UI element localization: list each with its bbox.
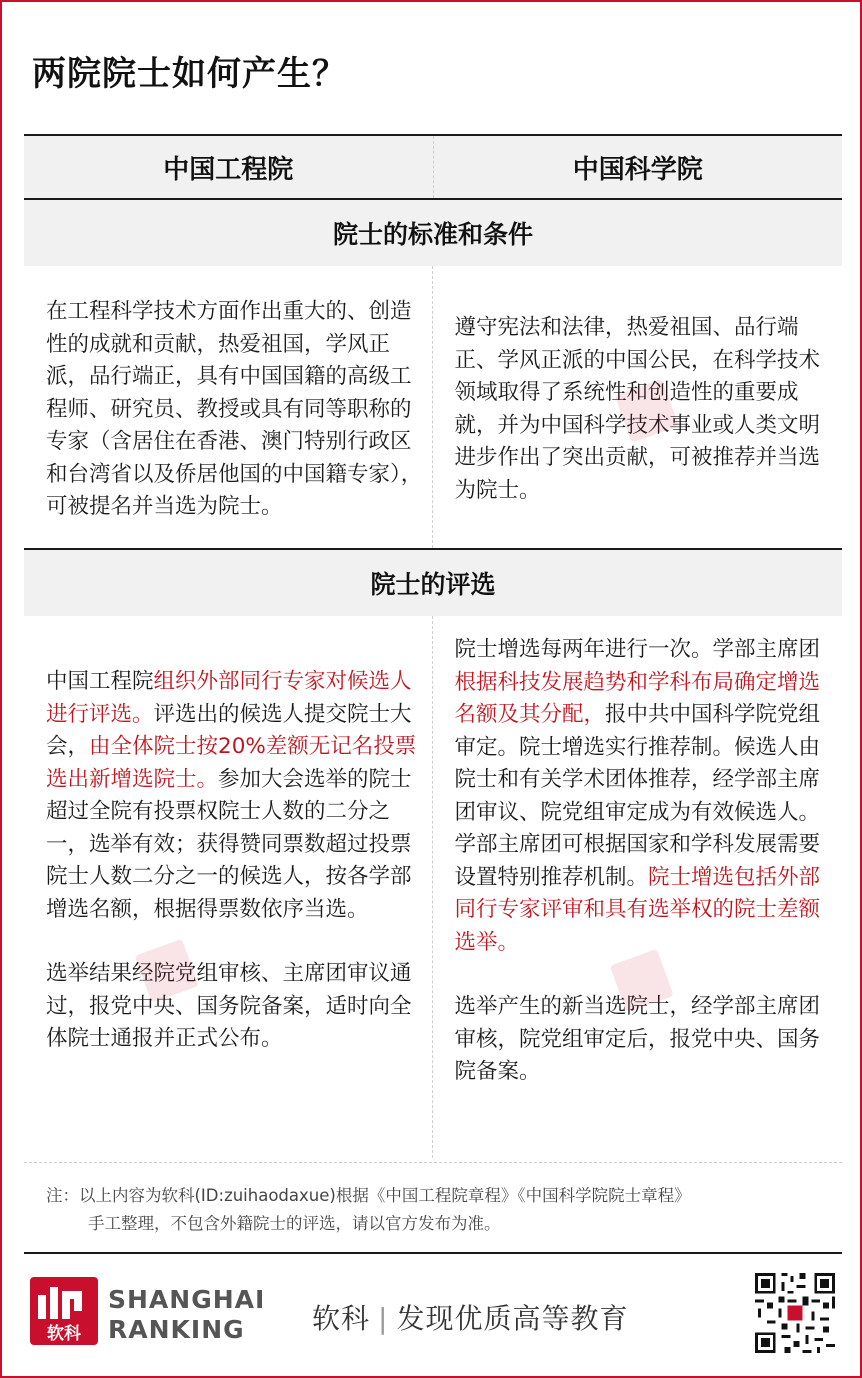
selection-cae-paragraph-2: 选举结果经院党组审核、主席团审议通过，报党中央、国务院备案，适时向全体院士通报并正式公布。 [46, 961, 412, 1051]
brand-wordmark [108, 1285, 265, 1345]
selection-cas-paragraph-2: 选举产生的新当选院士，经学部主席团审核，院党组审定后，报党中央、国务院备案。 [454, 994, 821, 1084]
comparison-table [24, 134, 842, 1158]
section-heading-selection: 院士的评选 [24, 550, 842, 616]
selection-cas-paragraph-1 [455, 634, 835, 959]
criteria-row [24, 266, 842, 548]
qr-code-icon[interactable] [752, 1270, 838, 1356]
slogan-separator: | [378, 1302, 389, 1335]
column-header-row [24, 136, 842, 200]
text-segment: 报中共中国科学院党组审定。院士增选实行推荐制。候选人由院士和有关学术团体推荐，经学部主席团审议、院党组审定成为有效候选人。学部主席团可根据国家和学科发展需要设置特别推荐机制。 [454, 702, 821, 890]
footnote [46, 1182, 691, 1238]
highlight-segment: 院士增选包括外部同行专家评审和具有选举权的院士差额选举。 [454, 864, 821, 955]
note-divider [24, 1162, 842, 1163]
section-heading-criteria: 院士的标准和条件 [24, 200, 842, 266]
text-segment: 评选出的候选人提交院士大会， [46, 701, 412, 759]
footer-slogan [312, 1297, 628, 1337]
selection-cae-text [24, 616, 433, 1158]
highlight-segment: 组织外部同行专家对候选人进行评选。 [46, 669, 412, 727]
page-title: 两院院士如何产生？ [32, 54, 347, 94]
footer-rule [24, 1252, 842, 1254]
brand-line-1: SHANGHAI [108, 1285, 266, 1314]
text-segment: 中国工程院 [46, 669, 154, 694]
highlight-segment: 根据科技发展趋势和学科布局确定增选名额及其分配， [454, 669, 821, 727]
shanghai-ranking-logo-icon [30, 1277, 98, 1345]
text-segment: 参加大会选举的院士超过全院有投票权院士人数的二分之一，选举有效；获得赞同票数超过投票院士人数二分之一的候选人，按各学部增选名额，根据得票数依序当选。 [46, 766, 412, 922]
selection-row [24, 616, 842, 1158]
column-header-cae: 中国工程院 [24, 136, 434, 198]
slogan-brand: 软科 [312, 1302, 371, 1335]
slogan-text: 发现优质高等教育 [396, 1302, 629, 1335]
criteria-cae-text: 在工程科学技术方面作出重大的、创造性的成就和贡献，热爱祖国，学风正派，品行端正，具有中国国籍的高级工程师、研究员、教授或具有同等职称的专家（含居住在香港、澳门特别行政区和台湾省以及侨居他国的中国籍专家），可被提名并当选为院士。 [24, 266, 433, 548]
criteria-cas-text: 遵守宪法和法律，热爱祖国、品行端正、学风正派的中国公民，在科学技术领域取得了系统性和创造性的重要成就，并为中国科学技术事业或人类文明进步作出了突出贡献，可被推荐并当选为院士。 [454, 315, 821, 503]
logo-text: 软科 [47, 1324, 81, 1344]
footnote-line-1: 注：以上内容为软科(ID:zuihaodaxue)根据《中国工程院章程》《中国科学院院士章程》 [46, 1186, 691, 1205]
selection-cas-text [433, 616, 843, 1158]
text-segment: 院士增选每两年进行一次。学部主席团 [454, 637, 821, 662]
highlight-segment: 由全体院士按20%差额无记名投票选出新增选院士。 [46, 734, 417, 792]
selection-cae-paragraph-1 [46, 666, 426, 926]
brand-line-2: RANKING [108, 1315, 245, 1344]
column-header-cas: 中国科学院 [572, 154, 703, 185]
footnote-line-2: 手工整理，不包含外籍院士的评选，请以官方发布为准。 [88, 1214, 501, 1233]
